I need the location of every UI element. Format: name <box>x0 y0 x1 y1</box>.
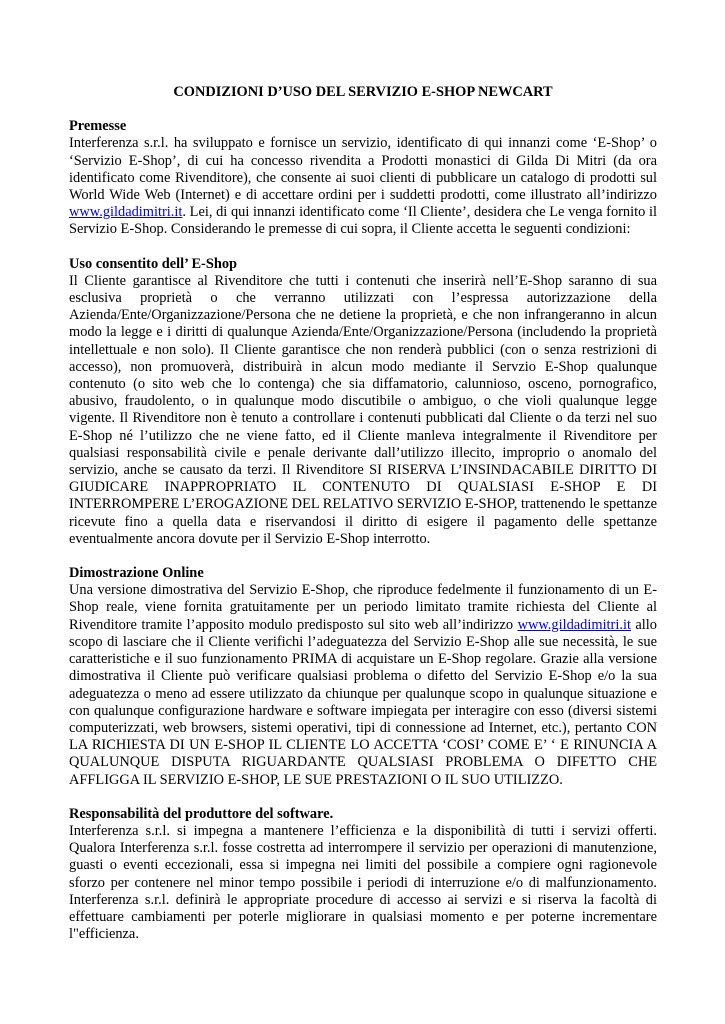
section-heading: Uso consentito dell’ E-Shop <box>69 255 238 272</box>
website-link[interactable]: www.gildadimitri.it <box>69 204 183 221</box>
body-text: allo scopo di lasciare che il Cliente verifichi l’adeguatezza del Servizio E-Shop alle sue necessità, le sue caratteristiche e il suo funzionamento PRIMA di acquistare un E-Shop regolare. Grazie alla versione dimostrativa il Cliente può verificare qualsiasi problema o difetto del Servizio E-Shop e/o la sua adeguatezza o meno ad essere utilizzato da chiunque per qualunque scopo in qualunque situazione e con qualunque configurazione hardware e software impiegata per interagire con esso (diversi sistemi computerizzati, web browsers, sistemi operativi, tipi di connessione ad Internet, etc.), pertanto CON LA RICHIESTA DI UN E-SHOP IL CLIENTE LO ACCETTA ‘COSI’ COME E’ ‘ E RINUNCIA A QUALUNQUE DISPUTA RIGUARDANTE QUALSIASI PROBLEMA O DIFETTO CHE AFFLIGGA IL SERVIZIO E-SHOP, LE SUE PRESTAZIONI O IL SUO UTILIZZO. <box>69 616 657 788</box>
section-body: Il Cliente garantisce al Rivenditore che tutti i contenuti che inserirà nell’E-Shop saranno di sua esclusiva proprietà o che verranno utilizzati con l’espressa autorizzazione della Azienda/Ente/Organizzazione/Persona che ne detiene la proprietà, e che non infrangeranno in alcun modo la legge e i diritti di qualunque Azienda/Ente/Organizzazione/Persona (includendo la proprietà intellettuale e non solo). Il Cliente garantisce che non renderà pubblici (con o senza restrizioni di accesso), non promuoverà, distribuirà in alcun modo mediante il Servzio E-Shop qualunque contenuto (o sito web che lo contenga) che sia diffamatorio, calunnioso, osceno, pornografico, abusivo, fraudolento, o in qualunque modo discutibile o ambiguo, o che violi qualunque legge vigente. Il Rivenditore non è tenuto a controllare i contenuti pubblicati dal Cliente o da terzi nel suo E-Shop né l’utilizzo che ne viene fatto, ed il Cliente manleva integralmente il Rivenditore per qualsiasi responsabilità civile e penale derivante dall’utilizzo illecito, improprio o anomalo del servizio, anche se causato da terzi. Il Rivenditore SI RISERVA L’INSINDACABILE DIRITTO DI GIUDICARE INAPPROPRIATO IL CONTENUTO DI QUALSIASI E-SHOP E DI INTERROMPERE L’EROGAZIONE DEL RELATIVO SERVIZIO E-SHOP, trattenendo le spettanze ricevute fino a quella data e riservandosi il diritto di esigere il pagamento delle spettanze eventualmente ancora dovute per il Servizio E-Shop interrotto. <box>69 272 657 547</box>
body-text: . Lei, di qui innanzi identificato come ‘Il Cliente’, desidera che Le venga fornito il Servizio E-Shop. Considerando le premesse di cui sopra, il Cliente accetta le seguenti condizioni: <box>69 204 657 238</box>
section-heading: Dimostrazione Online <box>69 565 204 582</box>
document-page <box>69 84 657 960</box>
body-text: Una versione dimostrativa del Servizio E-Shop, che riproduce fedelmente il funzionamento di un E-Shop reale, viene fornita gratuitamente per un periodo limitato tramite richiesta del Cliente al Rivenditore tramite l’apposito modulo predisposto sul sito web all’indirizzo <box>69 582 657 633</box>
section-dimostrazione-online <box>69 565 657 789</box>
section-body <box>69 135 657 238</box>
section-responsabilita <box>69 806 657 944</box>
document-title: CONDIZIONI D’USO DEL SERVIZIO E-SHOP NEWCART <box>173 84 553 100</box>
section-heading: Premesse <box>69 118 127 135</box>
section-uso-consentito <box>69 256 657 548</box>
website-link[interactable]: www.gildadimitri.it <box>517 616 631 633</box>
section-body <box>69 582 657 788</box>
section-heading: Responsabilità del produttore del software. <box>69 805 334 822</box>
body-text: Interferenza s.r.l. ha sviluppato e fornisce un servizio, identificato di qui innanzi come ‘E-Shop’ o ‘Servizio E-Shop’, di cui ha concesso rivendita a Prodotti monastici di Gilda Di Mitri (da ora identificato come Rivenditore), che consente ai suoi clienti di pubblicare un catalogo di prodotti sul World Wide Web (Internet) e di accettare ordini per i suddetti prodotti, come illustrato all’indirizzo <box>69 135 657 204</box>
section-body: Interferenza s.r.l. si impegna a mantenere l’efficienza e la disponibilità di tutti i servizi offerti. Qualora Interferenza s.r.l. fosse costretta ad interrompere il servizio per operazioni di manutenzione, guasti o eventi eccezionali, essa si impegna nei limiti del possibile a compiere ogni ragionevole sforzo per contenere nel minor tempo possibile i periodi di interruzione e/o di malfunzionamento. Interferenza s.r.l. definirà le appropriate procedure di accesso ai servizi e si riserva la facoltà di effettuare cambiamenti per poterle migliorare in qualsiasi momento e per poterne incrementare l"efficienza. <box>69 822 657 943</box>
section-premesse <box>69 118 657 238</box>
